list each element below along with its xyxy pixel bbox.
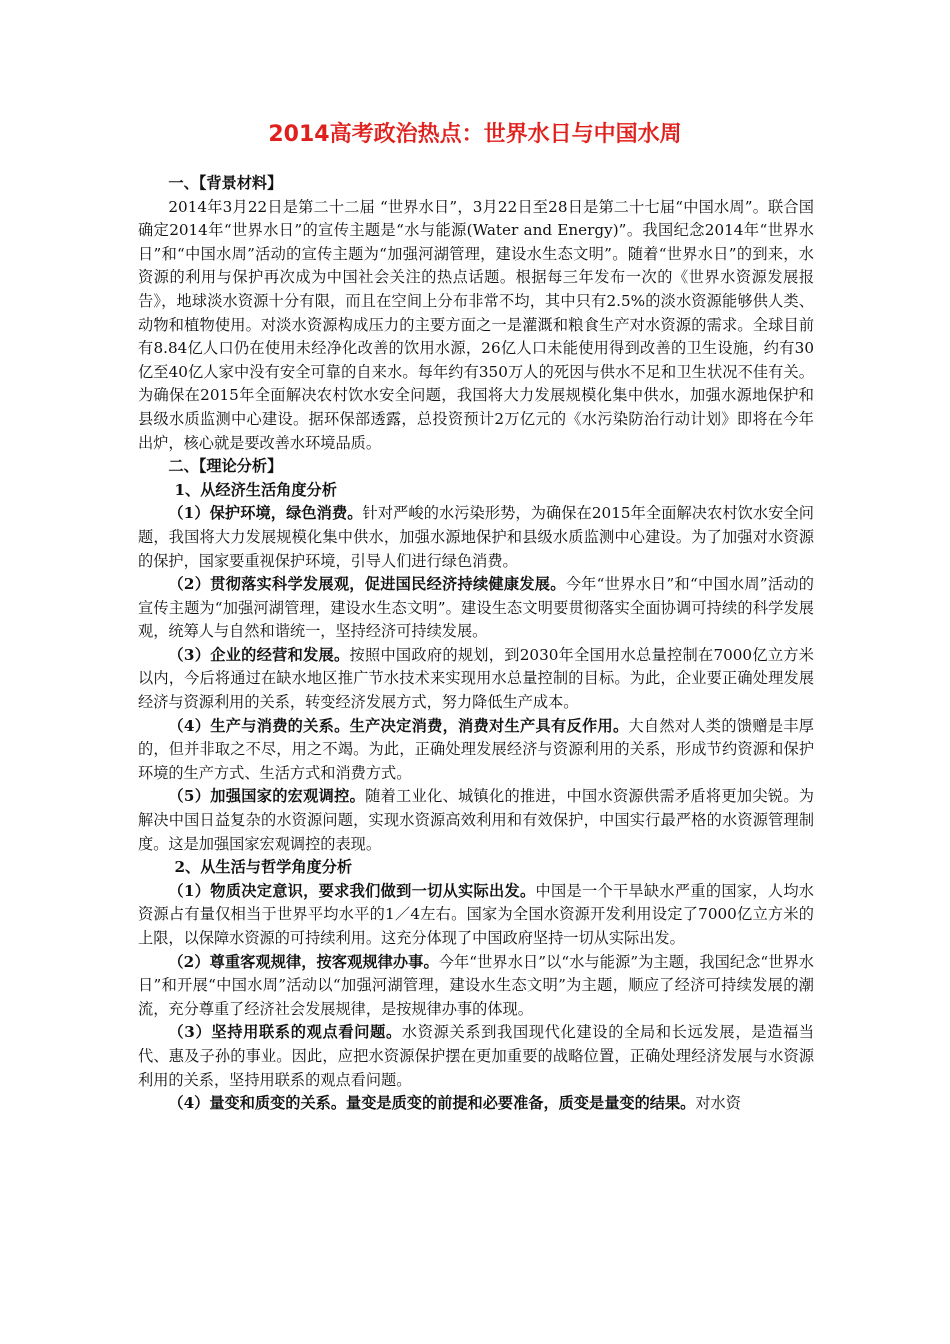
paragraph [138,715,814,786]
point-text: 针对严峻的水污染形势，为确保在2015年全面解决农村饮水安全问题，我国将大力发展规模化集中供水，加强水源地保护和县级水质监测中心建设。为了加强对水资源的保护，国家要重视保护环境，引导人们进行绿色消费。 [138,504,814,570]
point-text: 今年“世界水日”和“中国水周”活动的宣传主题为“加强河湖管理，建设水生态文明”。建设生态文明要贯彻落实全面协调可持续的科学发展观，统筹人与自然和谐统一，坚持经济可持续发展。 [138,575,814,641]
paragraph [138,951,814,1022]
point-text: 大自然对人类的馈赠是丰厚的，但并非取之不尽，用之不竭。为此，正确处理发展经济与资源利用的关系，形成节约资源和保护环境的生产方式、生活方式和消费方式。 [138,716,814,782]
point-heading: （1）物质决定意识，要求我们做到一切从实际出发。 [168,881,536,900]
point-heading: （3）企业的经营和发展。 [168,645,350,664]
point-text: 水资源关系到我国现代化建设的全局和长远发展，是造福当代、惠及子孙的事业。因此，应把水资源保护摆在更加重要的战略位置，正确处理经济发展与水资源利用的关系，坚持用联系的观点看问题。 [138,1023,815,1089]
paragraph [138,785,814,856]
point-heading: （2）贯彻落实科学发展观，促进国民经济持续健康发展。 [168,575,566,594]
paragraph [138,573,814,644]
paragraph [138,880,814,951]
paragraph [138,1021,814,1092]
point-text: 中国是一个干旱缺水严重的国家，人均水资源占有量仅相当于世界平均水平的1／4左右。国家为全国水资源开发利用设定了7000亿立方米的上限，以保障水资源的可持续利用。这充分体现了中国政府坚持一切从实际出发。 [138,881,814,947]
point-heading: （4）生产与消费的关系。生产决定消费，消费对生产具有反作用。 [168,716,629,735]
point-text: 按照中国政府的规划，到2030年全国用水总量控制在7000亿立方米以内，今后将通过在缺水地区推广节水技术来实现用水总量控制的目标。为此，企业要正确处理发展经济与资源利用的关系，转变经济发展方式，努力降低生产成本。 [138,645,814,712]
point-text: 今年“世界水日”以“水与能源”为主题，我国纪念“世界水日”和开展“中国水周”活动以“加强河湖管理，建设水生态文明”为主题，顺应了经济可持续发展的潮流，充分尊重了经济社会发展规律，是按规律办事的体现。 [138,952,814,1018]
point-text: 对水资 [695,1094,741,1113]
document-body [138,172,814,1116]
point-heading: （4）量变和质变的关系。量变是质变的前提和必要准备，质变是量变的结果。 [168,1094,696,1113]
point-heading: （2）尊重客观规律，按客观规律办事。 [168,952,439,971]
subsection-heading-economics: 1、从经济生活角度分析 [174,480,337,499]
point-text: 随着工业化、城镇化的推进，中国水资源供需矛盾将更加尖锐。为解决中国日益复杂的水资源问题，实现水资源高效利用和有效保护，中国实行最严格的水资源管理制度。这是加强国家宏观调控的表现。 [138,787,814,853]
section-heading-background: 一、【背景材料】 [168,174,283,192]
point-heading: （5）加强国家的宏观调控。 [168,787,366,806]
point-heading: （3）坚持用联系的观点看问题。 [168,1023,402,1042]
background-paragraph: 2014年3月22日是第二十二届 “世界水日”，3月22日至28日是第二十七届“中国水周”。联合国确定2014年“世界水日”的宣传主题是“水与能源(Water and Energy)”。我国纪念2014年“世界水日”和“中国水周”活动的宣传主题为“加强河湖管理，建设水生态文明”。随着“世界水日”的到来，水资源的利用与保护再次成为中国社会关注的热点话题。根据每三年发布一次的《世界水资源发展报告》，地球淡水资源十分有限，而且在空间上分布非常不均，其中只有2.5%的淡水资源能够供人类、动物和植物使用。对淡水资源构成压力的主要方面之一是灌溉和粮食生产对水资源的需求。全球目前有8.84亿人口仍在使用未经净化改善的饮用水源，26亿人口未能使用得到改善的卫生设施，约有30亿至40亿人家中没有安全可靠的自来水。每年约有350万人的死因与供水不足和卫生状况不佳有关。为确保在2015年全面解决农村饮水安全问题，我国将大力发展规模化集中供水，加强水源地保护和县级水质监测中心建设。据环保部透露，总投资预计2万亿元的《水污染防治行动计划》即将在今年出炉，核心就是要改善水环境品质。 [138,197,814,452]
paragraph [138,502,814,573]
section-heading-analysis: 二、【理论分析】 [168,457,283,476]
paragraph [138,644,814,715]
point-heading: （1）保护环境，绿色消费。 [168,504,363,523]
subsection-heading-philosophy: 2、从生活与哲学角度分析 [174,858,353,877]
document-title: 2014高考政治热点：世界水日与中国水周 [268,122,682,147]
paragraph [138,1092,814,1116]
